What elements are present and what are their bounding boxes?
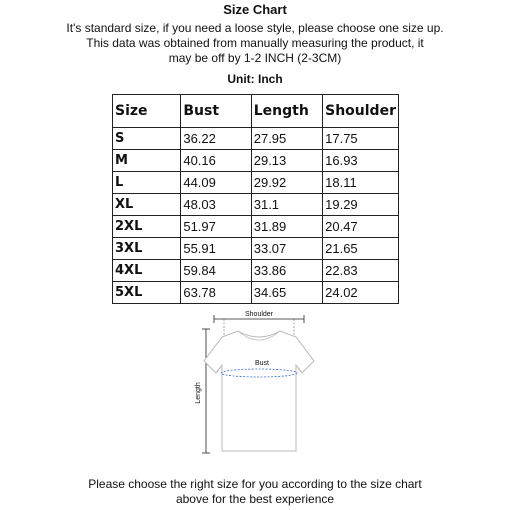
bust-cell: 51.97	[181, 216, 251, 238]
intro-line: This data was obtained from manually measuring the product, it	[86, 36, 424, 50]
bust-cell: 44.09	[181, 172, 251, 194]
bust-cell: 55.91	[181, 238, 251, 260]
size-cell: S	[113, 128, 181, 150]
length-cell: 31.89	[251, 216, 322, 238]
shoulder-cell: 16.93	[323, 150, 399, 172]
footer-line: above for the best experience	[175, 492, 335, 506]
length-label: Length	[195, 382, 202, 404]
length-cell: 33.07	[251, 238, 322, 260]
table-row	[113, 128, 399, 150]
column-header-size: Size	[113, 95, 181, 128]
table-row	[113, 260, 399, 282]
size-table	[112, 94, 399, 304]
length-cell: 31.1	[251, 194, 322, 216]
length-cell: 33.86	[251, 260, 322, 282]
table-header-row	[113, 95, 399, 128]
shoulder-cell: 18.11	[323, 172, 399, 194]
column-header-shoulder: Shoulder	[323, 95, 399, 128]
size-cell: L	[113, 172, 181, 194]
table-row	[113, 238, 399, 260]
size-cell: XL	[113, 194, 181, 216]
size-cell: 2XL	[113, 216, 181, 238]
size-cell: 5XL	[113, 282, 181, 304]
table-row	[113, 194, 399, 216]
tshirt-diagram	[186, 305, 326, 457]
footer-text	[0, 477, 510, 507]
page-title: Size Chart	[223, 2, 287, 17]
bust-cell: 59.84	[181, 260, 251, 282]
table-row	[113, 172, 399, 194]
shoulder-cell: 24.02	[323, 282, 399, 304]
intro-line: may be off by 1-2 INCH (2-3CM)	[168, 51, 342, 65]
bust-cell: 63.78	[181, 282, 251, 304]
length-cell: 29.13	[251, 150, 322, 172]
intro-text	[40, 21, 470, 66]
tshirt-measurement-icon	[186, 305, 326, 457]
bust-label: Bust	[254, 360, 270, 367]
bust-cell: 36.22	[181, 128, 251, 150]
tshirt-outline	[204, 331, 314, 451]
bust-cell: 48.03	[181, 194, 251, 216]
size-cell: 3XL	[113, 238, 181, 260]
table-row	[113, 216, 399, 238]
intro-line: It's standard size, if you need a loose style, please choose one size up.	[66, 21, 444, 35]
shoulder-cell: 22.83	[323, 260, 399, 282]
shoulder-cell: 21.65	[323, 238, 399, 260]
shoulder-cell: 17.75	[323, 128, 399, 150]
shoulder-cell: 19.29	[323, 194, 399, 216]
length-cell: 29.92	[251, 172, 322, 194]
bust-cell: 40.16	[181, 150, 251, 172]
length-cell: 27.95	[251, 128, 322, 150]
footer-line: Please choose the right size for you according to the size chart	[88, 477, 422, 491]
table-row	[113, 150, 399, 172]
column-header-length: Length	[251, 95, 322, 128]
column-header-bust: Bust	[181, 95, 251, 128]
shoulder-cell: 20.47	[323, 216, 399, 238]
size-cell: 4XL	[113, 260, 181, 282]
shoulder-label: Shoulder	[244, 311, 274, 318]
unit-label: Unit: Inch	[227, 72, 283, 86]
length-cell: 34.65	[251, 282, 322, 304]
table-row	[113, 282, 399, 304]
size-cell: M	[113, 150, 181, 172]
